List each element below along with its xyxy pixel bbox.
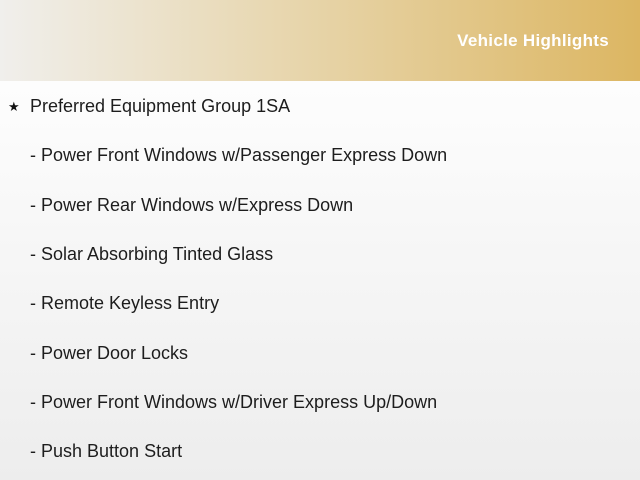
list-item (0, 230, 640, 279)
list-item (0, 328, 640, 377)
list-item (0, 181, 640, 230)
list-item-label: Power Front Windows w/Passenger Express Down (41, 145, 448, 166)
list-item-label: Solar Absorbing Tinted Glass (41, 244, 274, 265)
list-item-label: Power Front Windows w/Driver Express Up/Down (41, 391, 438, 412)
list-item-label: Push Button Start (41, 441, 183, 462)
list-item (0, 427, 640, 476)
dash-bullet: - (30, 342, 36, 363)
list-item (0, 378, 640, 427)
dash-bullet: - (30, 293, 36, 314)
dash-bullet: - (30, 391, 36, 412)
dash-bullet: - (30, 194, 36, 215)
list-item-label: Power Door Locks (41, 342, 189, 363)
dash-bullet: - (30, 441, 36, 462)
vehicle-highlights-header (0, 0, 640, 81)
list-item-label: Remote Keyless Entry (41, 293, 220, 314)
list-item (0, 82, 640, 131)
highlights-list (0, 81, 640, 476)
page-title: Vehicle Highlights (457, 30, 609, 50)
dash-bullet: - (30, 244, 36, 265)
list-item (0, 279, 640, 328)
star-icon: ★ (8, 98, 20, 114)
dash-bullet: - (30, 145, 36, 166)
list-item-label: Preferred Equipment Group 1SA (30, 96, 291, 117)
list-item-label: Power Rear Windows w/Express Down (41, 194, 354, 215)
list-item (0, 131, 640, 180)
